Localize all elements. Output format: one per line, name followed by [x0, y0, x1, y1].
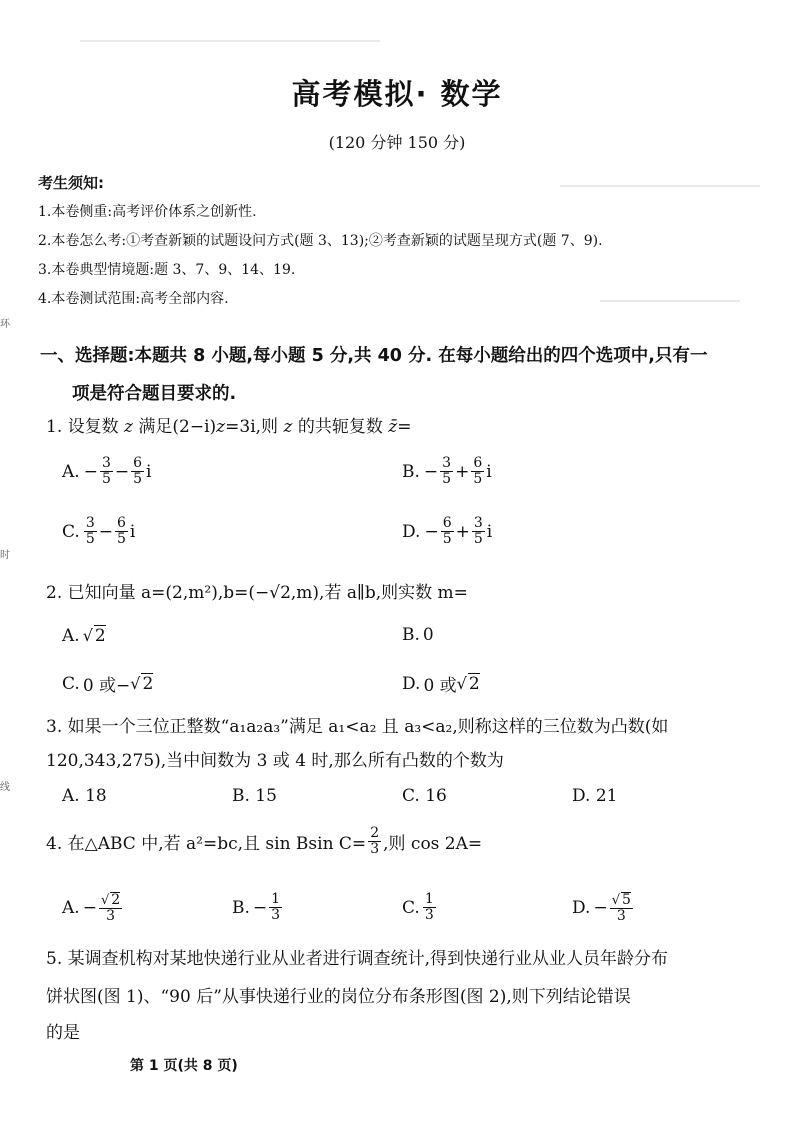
notice-item: 1.本卷侧重:高考评价体系之创新性.	[38, 204, 257, 220]
fraction: $\frac{3}{5}$	[442, 455, 452, 487]
section-heading-line1: 一、选择题:本题共 8 小题,每小题 5 分,共 40 分. 在每小题给出的四个选项中,只有一	[40, 346, 708, 366]
fraction: $\frac{6}{5}$	[473, 455, 483, 487]
question-4-stem: 4. 在△ABC 中,若 a²=bc,且 sin Bsin C= $\frac{2}{3}$ ,则 cos 2A=	[46, 825, 483, 857]
fraction: $\frac{6}{5}$	[133, 455, 143, 487]
question-4-option-c[interactable]: C. $\frac{1}{3}$	[402, 891, 434, 923]
fraction: $\frac{√ 5}{3}$	[611, 892, 631, 924]
question-1-option-b[interactable]: B. − $\frac{3}{5}$ + $\frac{6}{5}$ i	[402, 455, 492, 487]
question-4-option-a[interactable]: A. − $\frac{√ 2}{3}$	[62, 892, 121, 924]
page-footer: 第 1 页(共 8 页)	[130, 1058, 238, 1074]
section-heading	[40, 337, 760, 413]
question-3-option-c[interactable]: C. 16	[402, 786, 447, 806]
fraction: $\frac{1}{3}$	[424, 891, 434, 923]
question-4-option-b[interactable]: B. − $\frac{1}{3}$	[232, 891, 281, 923]
bleed-through-mark	[600, 300, 740, 302]
question-2-option-d[interactable]: D. 0 或 √ 2	[402, 673, 480, 696]
fraction: $\frac{6}{5}$	[116, 515, 126, 547]
binding-margin-mark: 时	[0, 550, 10, 561]
question-5-stem-line3: 的是	[46, 1023, 80, 1043]
question-3-option-b[interactable]: B. 15	[232, 786, 277, 806]
exam-duration-score: (120 分钟 150 分)	[328, 133, 466, 152]
question-3-option-d[interactable]: D. 21	[572, 786, 618, 806]
notice-item: 4.本卷测试范围:高考全部内容.	[38, 291, 229, 307]
fraction: $\frac{2}{3}$	[370, 825, 380, 857]
question-1-option-d[interactable]: D. − $\frac{6}{5}$ + $\frac{3}{5}$ i	[402, 515, 493, 547]
question-5-stem-line1: 5. 某调查机构对某地快递行业从业者进行调查统计,得到快递行业从业人员年龄分布	[46, 949, 669, 969]
question-1-option-a[interactable]: A. − $\frac{3}{5}$ − $\frac{6}{5}$ i	[62, 455, 152, 487]
fraction: $\frac{√ 2}{3}$	[100, 892, 121, 924]
binding-margin-mark: 环	[0, 319, 10, 330]
question-1-option-c[interactable]: C. $\frac{3}{5}$ − $\frac{6}{5}$ i	[62, 515, 136, 547]
fraction: $\frac{3}{5}$	[85, 515, 95, 547]
bleed-through-mark	[560, 185, 760, 187]
question-1-stem: 1. 设复数 z 满足(2−i)z=3i,则 z 的共轭复数 z̄=	[46, 417, 412, 437]
question-3-stem-line1: 3. 如果一个三位正整数“a₁a₂a₃”满足 a₁<a₂ 且 a₃<a₂,则称这样的三位数为凸数(如	[46, 717, 669, 737]
notice-heading: 考生须知:	[38, 174, 104, 192]
question-3-option-a[interactable]: A. 18	[62, 786, 107, 806]
section-heading-line2: 项是符合题目要求的.	[72, 384, 237, 404]
notice-item: 2.本卷怎么考:①考查新颖的试题设问方式(题 3、13);②考查新颖的试题呈现方式(题 7、9).	[38, 233, 603, 249]
fraction: $\frac{1}{3}$	[271, 891, 281, 923]
binding-margin-mark: 线	[0, 782, 10, 793]
fraction: $\frac{3}{5}$	[101, 455, 111, 487]
question-2-option-c[interactable]: C. 0 或− √ 2	[62, 673, 154, 696]
question-2-stem: 2. 已知向量 a=(2,m²),b=(−√2,m),若 a∥b,则实数 m=	[46, 583, 468, 603]
question-5-stem-line2: 饼状图(图 1)、“90 后”从事快递行业的岗位分布条形图(图 2),则下列结论错误	[46, 987, 631, 1007]
page-title: 高考模拟· 数学	[291, 77, 503, 111]
question-2-option-a[interactable]: A. √ 2	[62, 625, 106, 646]
fraction: $\frac{6}{5}$	[442, 515, 452, 547]
fraction: $\frac{3}{5}$	[473, 515, 483, 547]
question-3-stem-line2: 120,343,275),当中间数为 3 或 4 时,那么所有凸数的个数为	[46, 751, 504, 771]
question-2-option-b[interactable]: B. 0	[402, 625, 434, 645]
bleed-through-mark	[80, 40, 380, 42]
question-4-option-d[interactable]: D. − $\frac{√ 5}{3}$	[572, 892, 631, 924]
notice-item: 3.本卷典型情境题:题 3、7、9、14、19.	[38, 262, 296, 278]
